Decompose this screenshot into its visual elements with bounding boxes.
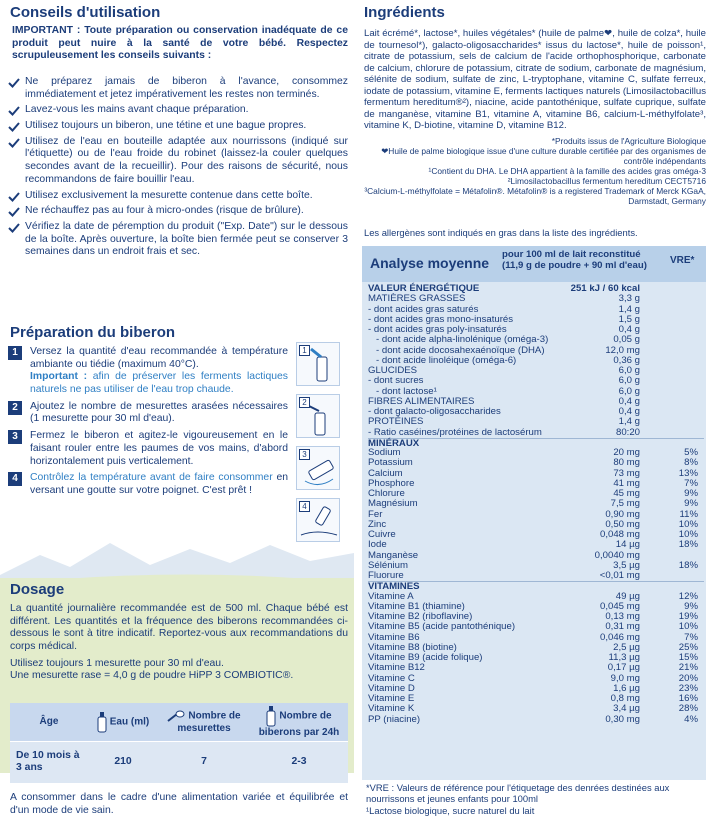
nutrient-value: 3,5 µg (613, 559, 640, 571)
nutrient-value: 11,3 µg (608, 652, 640, 663)
conseils-title: Conseils d'utilisation (10, 4, 161, 21)
nutrient-value: 0,4 g (618, 324, 640, 335)
nutrient-vre: 10% (678, 518, 698, 530)
step-number: 4 (8, 472, 22, 486)
nutrient-name: Phosphore (368, 477, 415, 489)
bottle-icon (266, 705, 276, 727)
shake-bottle-illustration: 3 (296, 446, 340, 490)
nutrient-value: 45 mg (613, 488, 640, 499)
table-row (368, 356, 704, 366)
nutrient-name: Vitamine B5 (acide pantothénique) (368, 621, 516, 633)
check-icon (8, 121, 20, 133)
analysis-header (362, 246, 706, 282)
dosage-title: Dosage (10, 581, 65, 598)
advice-item: Utilisez exclusivement la mesurette contenue dans cette boîte. (8, 190, 348, 203)
nutrient-name: Calcium (368, 467, 403, 479)
nutrient-name: Vitamine B8 (biotine) (368, 641, 457, 653)
nutrient-name: - dont acides gras saturés (368, 303, 479, 315)
nutrient-name: MATIÈRES GRASSES (368, 293, 466, 305)
nutrient-value: 6,0 g (618, 375, 640, 387)
nutrient-name: Potassium (368, 457, 413, 469)
prep-step: 2 Ajoutez le nombre de mesurettes arasées nécessaires (1 mesurette pour 30 ml d'eau). (8, 401, 288, 426)
nutrient-name: - dont acide linoléique (oméga-6) (376, 354, 517, 366)
nutrient-vre: 18% (678, 559, 698, 571)
nutrient-name: Manganèse (368, 549, 419, 561)
preparation-illustrations (296, 342, 348, 550)
nutrient-name: Vitamine D (368, 682, 415, 694)
table-row (368, 674, 704, 684)
table-row (368, 561, 704, 571)
scoop-icon (167, 709, 185, 723)
nutrient-name: Vitamine B12 (368, 662, 425, 674)
nutrient-name: - dont galacto-oligosaccharides (368, 406, 501, 417)
ingredients-title: Ingrédients (364, 4, 445, 21)
nutrient-name: FIBRES ALIMENTAIRES (368, 395, 475, 407)
nutrient-name: - dont acides gras poly-insaturés (368, 324, 507, 335)
table-row (368, 540, 704, 550)
nutrient-vre: 15% (678, 652, 698, 663)
table-row (368, 510, 704, 520)
nutrient-value: 14 µg (615, 539, 640, 551)
advice-item: Ne préparez jamais de biberon à l'avance, consommez immédiatement et jetez impérativement les restes non terminés. (8, 76, 348, 101)
vre-header: VRE* (670, 255, 695, 266)
bottles-header: Nombre de biberons par 24h (250, 703, 348, 741)
nutrient-vre: 8% (684, 457, 698, 469)
nutrient-value: <0,01 mg (599, 570, 640, 581)
nutrient-name: Vitamine E (368, 693, 415, 704)
analysis-title: Analyse moyenne (370, 255, 490, 271)
nutrient-name: Vitamine C (368, 672, 415, 684)
nutrient-value: 0,8 mg (610, 693, 640, 704)
table-row (368, 448, 704, 458)
table-row (368, 571, 704, 581)
nutrient-name: - Ratio caséines/protéines de lactosérum (368, 426, 542, 438)
nutrient-value: 6,0 g (618, 365, 640, 376)
nutrient-value: 80:20 (615, 426, 640, 438)
nutrient-vre: 28% (678, 703, 698, 715)
advice-item: Utilisez de l'eau en bouteille adaptée aux nourrissons (indiqué sur l'étiquette) ou de l'eau froide du robinet (laissez-la couler quelques secondes avant de la recueillir). Pour des raisons de sécurité, nous recommandons de faire bouillir l'eau. (8, 136, 348, 187)
nutrient-value: 1,5 g (618, 313, 640, 325)
table-row (368, 438, 704, 448)
nutrient-vre: 16% (678, 693, 698, 704)
table-row (368, 499, 704, 509)
table-row (368, 479, 704, 489)
nutrient-name: Chlorure (368, 488, 405, 499)
nutrient-value: 9,0 mg (610, 672, 640, 684)
nutrient-value: 0,4 g (618, 406, 640, 417)
nutrient-value: 0,17 µg (607, 662, 640, 674)
nutrient-name: Vitamine B2 (riboflavine) (368, 611, 473, 622)
nutrient-vre: 21% (678, 662, 698, 674)
advice-list (8, 76, 348, 262)
nutrient-value: 3,4 µg (613, 703, 640, 715)
table-row (368, 376, 704, 386)
dosage-text: La quantité journalière recommandée est de 500 ml. Chaque bébé est différent. Les quantités et la fréquence des biberons recommandées ci-dessous le sont à titre indicatif. Reportez-vous aux recommandations du corps médical. Utilisez toujours 1 mesurette pour 30 ml d'eau. Une mesurette rase = 4,0 g de poudre HiPP 3 COMBIOTIC®. (10, 603, 348, 682)
table-row (368, 715, 704, 725)
nutrient-value: 0,046 mg (599, 631, 640, 643)
prep-step: 1 Versez la quantité d'eau recommandée à température ambiante ou tiédie (maximum 40°C). Important : afin de préserver les ferments lactiques naturels ne pas utiliser de l'eau trop chaude. (8, 346, 288, 397)
table-row (368, 428, 704, 438)
nutrient-name: Vitamine B1 (thiamine) (368, 600, 465, 612)
nutrient-name: Sélénium (368, 559, 408, 571)
nutrient-vre: 7% (684, 477, 698, 489)
nutrient-name: VITAMINES (368, 581, 420, 593)
consumption-note: A consommer dans le cadre d'une alimentation variée et équilibrée et d'un mode de vie sain. (10, 792, 348, 816)
dosage-table (10, 703, 348, 783)
nutrient-vre: 10% (678, 621, 698, 633)
nutrient-name: MINÉRAUX (368, 437, 420, 449)
nutrient-value: 1,4 g (618, 416, 640, 428)
nutrient-vre: 9% (684, 488, 698, 499)
check-icon (8, 191, 20, 203)
nutrient-vre: 25% (678, 641, 698, 653)
table-row (368, 417, 704, 427)
nutrient-vre: 11% (679, 508, 698, 520)
water-header: Eau (ml) (88, 703, 158, 741)
age-header: Âge (10, 703, 88, 741)
nutrient-name: Sodium (368, 447, 401, 458)
pour-water-illustration: 1 (296, 342, 340, 386)
nutrient-vre: 20% (678, 672, 698, 684)
table-row (368, 684, 704, 694)
check-icon (8, 206, 20, 218)
dosage-section (0, 578, 354, 773)
nutrient-value: 80 mg (613, 457, 640, 469)
nutrient-name: - dont sucres (368, 375, 424, 387)
nutrient-value: 73 mg (613, 467, 640, 479)
table-row (368, 622, 704, 632)
table-row (368, 530, 704, 540)
table-row (368, 335, 704, 345)
nutrient-value: 0,048 mg (599, 529, 640, 540)
analysis-subtitle: pour 100 ml de lait reconstitué (11,9 g de poudre + 90 ml d'eau) (502, 249, 647, 271)
nutrient-name: Cuivre (368, 529, 396, 540)
table-row: De 10 mois à 3 ans 210 7 2-3 (10, 741, 348, 783)
step-number: 2 (8, 401, 22, 415)
step-number: 1 (8, 346, 22, 360)
scoops-header: Nombre de mesurettes (158, 703, 250, 741)
nutrient-value: 41 mg (613, 477, 640, 489)
nutrient-vre: 9% (684, 600, 698, 612)
nutrient-name: Fluorure (368, 570, 404, 581)
nutrient-value: 7,5 mg (610, 498, 640, 510)
nutrient-value: 0,05 g (613, 334, 640, 346)
nutrient-name: Vitamine B9 (acide folique) (368, 652, 483, 663)
table-row (368, 520, 704, 530)
nutrient-name: - dont acides gras mono-insaturés (368, 313, 514, 325)
nutrient-name: PP (niacine) (368, 713, 421, 725)
nutrient-value: 2,5 µg (613, 641, 640, 653)
prep-step: 4 Contrôlez la température avant de faire consommer en versant une goutte sur votre poignet. C'est prêt ! (8, 472, 288, 497)
table-row (368, 458, 704, 468)
analysis-notes: *VRE : Valeurs de référence pour l'étiquetage des denrées destinées aux nourrissons et jeunes enfants pour 100ml ¹Lactose biologique, sucre naturel du lait (366, 782, 670, 816)
table-row (368, 581, 704, 591)
prep-step: 3 Fermez le biberon et agitez-le vigoureusement en le faisant rouler entre les paumes de vos mains, d'abord horizontalement puis verticalement. (8, 430, 288, 468)
table-row (368, 294, 704, 304)
advice-item: Lavez-vous les mains avant chaque préparation. (8, 104, 348, 117)
check-icon (8, 222, 20, 234)
nutrient-name: Zinc (368, 518, 387, 530)
nutrient-vre: 4% (684, 713, 698, 725)
table-row (368, 663, 704, 673)
nutrient-value: 0,36 g (613, 354, 640, 366)
nutrient-value: 0,30 mg (605, 713, 640, 725)
nutrient-name: GLUCIDES (368, 365, 418, 376)
advice-item: Utilisez toujours un biberon, une tétine et une bague propres. (8, 120, 348, 133)
nutrient-value: 0,50 mg (605, 518, 640, 530)
nutrient-name: Vitamine A (368, 590, 414, 602)
nutrient-name: Vitamine K (368, 703, 415, 715)
check-icon (8, 77, 20, 89)
nutrient-value: 20 mg (613, 447, 640, 458)
check-icon (8, 105, 20, 117)
nutrition-analysis (362, 246, 706, 780)
nutrient-vre: 10% (678, 529, 698, 540)
nutrient-value: 6,0 g (618, 385, 640, 397)
nutrient-value: 12,0 mg (605, 344, 640, 356)
nutrient-vre: 9% (684, 498, 698, 510)
bottle-icon (97, 711, 107, 733)
check-icon (8, 137, 20, 149)
advice-item: Vérifiez la date de péremption du produit ("Exp. Date") sur le dessous de la boîte. Après ouverture, la boîte bien fermée peut se conserver 3 semaines dans un endroit frais et sec. (8, 221, 348, 259)
nutrient-name: VALEUR ÉNERGÉTIQUE (368, 283, 480, 294)
nutrient-name: Fer (368, 508, 383, 520)
nutrient-value: 49 µg (615, 590, 640, 602)
nutrient-value: 0,0040 mg (594, 549, 640, 561)
nutrient-vre: 12% (678, 590, 698, 602)
nutrient-name: Iode (368, 539, 387, 551)
table-row (368, 704, 704, 714)
nutrient-value: 0,4 g (618, 395, 640, 407)
table-row (368, 469, 704, 479)
nutrient-value: 0,90 mg (605, 508, 640, 520)
nutrient-value: 0,045 mg (599, 600, 640, 612)
nutrient-value: 251 kJ / 60 kcal (570, 283, 640, 294)
nutrient-value: 3,3 g (618, 293, 640, 305)
nutrient-name: - dont acide docosahexaénoïque (DHA) (376, 344, 545, 356)
test-temperature-illustration: 4 (296, 498, 340, 542)
nutrient-value: 0,13 mg (605, 611, 640, 622)
preparation-steps (8, 346, 288, 502)
nutrient-name: PROTÉINES (368, 416, 424, 428)
nutrient-value: 0,31 mg (605, 621, 640, 633)
important-warning: IMPORTANT : Toute préparation ou conservation inadéquate de ce produit peut nuire à la santé de votre bébé. Respectez scrupuleusement les conseils suivants : (12, 25, 348, 62)
step-number: 3 (8, 430, 22, 444)
nutrient-name: Magnésium (368, 498, 418, 510)
advice-item: Ne réchauffez pas au four à micro-ondes (risque de brûlure). (8, 205, 348, 218)
analysis-rows (368, 284, 704, 725)
table-row (368, 489, 704, 499)
table-row (368, 694, 704, 704)
nutrient-name: Vitamine B6 (368, 631, 420, 643)
ingredients-list: Lait écrémé*, lactose*, huiles végétales* (huile de palme❤, huile de colza*, huile de tournesol*), galacto-oligosaccharides* issus du lactose*, huile de poisson¹, citrate de potassium, sels de calcium de l'acide orthophosphorique, carbonate de calcium, chlorure de potassium, citrate de sodium, carbonate de magnésium, sélénite de sodium, sulfate de zinc, L-tryptophane, vitamine C, sulfate ferreux, iodate de potassium, vitamine E, ferments lactiques naturels (Limosilactobacillus fermentum hereditum®²), niacine, acide pantothénique, sulfate cuprique, sulfate de manganèse, vitamine B1, vitamine A, vitamine B6, calcium-L-méthylfolate³, vitamine K, D-biotine, vitamine D, vitamine B12. (364, 28, 706, 131)
nutrient-name: - dont lactose¹ (376, 385, 437, 397)
nutrient-vre: 5% (684, 447, 698, 458)
allergens-note: Les allergènes sont indiqués en gras dans la liste des ingrédients. (364, 227, 638, 238)
nutrient-vre: 23% (678, 682, 698, 694)
add-powder-illustration: 2 (296, 394, 340, 438)
nutrient-value: 1,4 g (618, 303, 640, 315)
nutrient-vre: 18% (678, 539, 698, 551)
preparation-title: Préparation du biberon (10, 324, 176, 341)
table-row (368, 551, 704, 561)
nutrient-vre: 19% (678, 611, 698, 622)
nutrient-name: - dont acide alpha-linolénique (oméga-3) (376, 334, 549, 346)
nutrient-value: 1,6 µg (613, 682, 640, 694)
nutrient-vre: 7% (684, 631, 698, 643)
nutrient-vre: 13% (678, 467, 698, 479)
right-column (360, 0, 708, 834)
ingredients-notes: *Produits issus de l'Agriculture Biologique ❤Huile de palme biologique issue d'une culture durable certifiée par des organismes de contrôle indépendants ¹Contient du DHA. Le DHA appartient à la famille des acides gras oméga-3 ²Limosilactobacillus fermentum hereditum CECT5716 ³Calcium-L-méthylfolate = Métafolin®. Métafolin® is a registered Trademark of Merck KGaA, Darmstadt, Germany (364, 136, 706, 207)
